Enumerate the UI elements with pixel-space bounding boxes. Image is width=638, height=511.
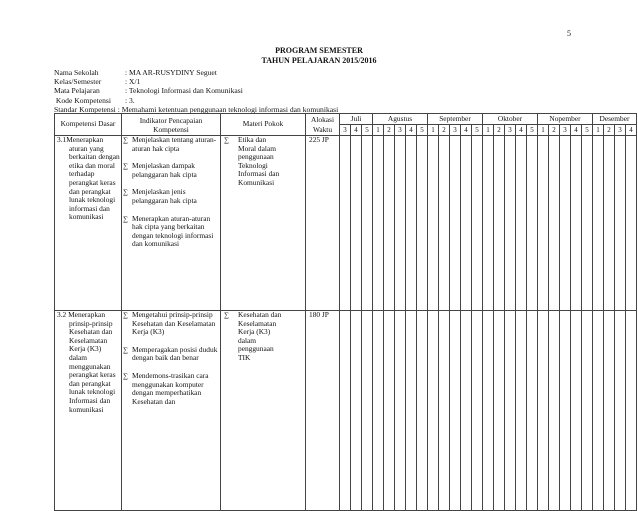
page-number: 5 [567,29,571,38]
header-alokasi-waktu: Alokasi Waktu [306,114,340,136]
bullet-icon: ∑ [224,311,229,319]
week-cell [439,311,450,511]
indikator-item [123,136,219,153]
week-number: 5 [417,125,428,136]
bullet-icon: ∑ [123,136,128,144]
indikator-text: Menerapkan aturan-aturan hak cipta yang berkaitan dengan teknologi informasi dan komunikasi [132,213,214,249]
indikator-text: Mengetahui prinsip-prinsip Kesehatan dan Keselamatan Kerja (K3) [132,310,216,337]
week-cell [538,311,549,511]
week-cell [560,136,571,311]
meta-value: : Teknologi Informasi dan Komunikasi [125,86,243,96]
indikator-text: Menjelaskan dampak pelanggaran hak cipta [132,161,197,179]
week-cell [384,311,395,511]
indikator-item [123,162,219,179]
week-number: 4 [461,125,472,136]
week-cell [593,136,604,311]
indikator-item [123,188,219,205]
month-header: Agustus [373,114,428,125]
week-cell [461,311,472,511]
week-cell [527,311,538,511]
week-number: 4 [516,125,527,136]
week-number: 2 [494,125,505,136]
week-cell [538,136,549,311]
materi-cell [221,136,306,311]
week-cell [615,136,626,311]
indikator-item [123,346,219,363]
meta-value: : Memahami ketentuan penggunaan teknologi informasi dan komunikasi [117,104,339,114]
header-materi-pokok: Materi Pokok [221,114,306,136]
table-header-row [55,114,637,125]
indikator-cell [122,136,221,311]
week-cell [439,136,450,311]
meta-key: Kode Kompetensi [54,95,111,105]
week-cell [428,311,439,511]
week-cell [483,136,494,311]
week-cell [351,311,362,511]
kd-text: prinsip-prinsip Kesehatan dan Keselamatan Kerja (K3) dalam menggunakan perangkat keras dan perangkat lunak teknologi Informasi dan komunikasi [69,318,116,414]
week-cell [505,136,516,311]
week-cell [582,311,593,511]
week-cell [417,136,428,311]
indikator-text: Menjelaskan jenis pelanggaran hak cipta [132,187,197,205]
week-cell [340,136,351,311]
week-cell [395,136,406,311]
alokasi-cell: 180 JP [306,311,340,511]
program-semester-table [54,113,637,511]
header-indikator: Indikator Pencapaian Kompetensi [122,114,221,136]
month-header: Nopember [538,114,593,125]
week-number: 4 [351,125,362,136]
week-cell [384,136,395,311]
week-cell [571,136,582,311]
week-number: 3 [615,125,626,136]
week-cell [472,311,483,511]
week-cell [406,311,417,511]
week-number: 4 [571,125,582,136]
materi-cell [221,311,306,511]
week-cell [494,136,505,311]
week-number: 2 [604,125,615,136]
week-number: 5 [582,125,593,136]
kd-number: 3.2 Menerapkan [57,310,106,319]
week-number: 2 [439,125,450,136]
week-number: 1 [593,125,604,136]
week-cell [472,136,483,311]
document-title: PROGRAM SEMESTER [275,46,363,55]
bullet-icon: ∑ [123,214,128,223]
week-number: 5 [362,125,373,136]
week-number: 1 [373,125,384,136]
week-cell [428,136,439,311]
kd-text: aturan yang berkaitan dengan etika dan moral terhadap perangkat keras dan perangkat lunak teknologi informasi dan komunikasi [69,143,120,222]
kompetensi-dasar-cell [55,136,122,311]
bullet-icon: ∑ [123,371,128,380]
week-number: 4 [406,125,417,136]
week-cell [362,311,373,511]
week-number: 3 [560,125,571,136]
document-subtitle: TAHUN PELAJARAN 2015/2016 [261,56,377,65]
week-number: 3 [395,125,406,136]
meta-key: Mata Pelajaran [54,86,100,96]
week-cell [549,136,560,311]
week-cell [483,311,494,511]
week-cell [626,136,637,311]
bullet-icon: ∑ [123,345,128,354]
month-header: Juli [340,114,373,125]
week-cell [626,311,637,511]
indikator-text: Menjelaskan tentang aturan-aturan hak cipta [132,135,217,153]
meta-value: : X/1 [125,77,141,87]
identity-block [54,68,338,114]
materi-text: Kesehatan dan Keselamatan Kerja (K3) dalam penggunaan TIK [238,310,282,362]
bullet-icon: ∑ [123,162,128,171]
alokasi-cell: 225 JP [306,136,340,311]
week-cell [516,136,527,311]
week-number: 1 [538,125,549,136]
week-cell [450,136,461,311]
week-cell [461,136,472,311]
week-cell [604,311,615,511]
week-cell [527,136,538,311]
meta-value: : MA AR-RUSYDINY Seguet [125,68,217,77]
week-cell [373,136,384,311]
table-row [55,311,637,511]
meta-key: Standar Kompetensi [54,104,116,114]
week-cell [582,136,593,311]
week-cell [516,311,527,511]
meta-row [54,77,338,86]
week-cell [604,136,615,311]
week-number: 1 [483,125,494,136]
meta-row [54,96,338,105]
week-cell [505,311,516,511]
meta-value: : 3. [125,95,135,105]
week-cell [417,311,428,511]
header-kompetensi-dasar: Kompetensi Dasar [55,114,122,136]
bullet-icon: ∑ [224,136,229,144]
week-cell [494,311,505,511]
week-number: 5 [472,125,483,136]
week-cell [571,311,582,511]
week-number: 2 [549,125,560,136]
week-number: 5 [527,125,538,136]
document-heading [0,46,638,66]
month-header: Desember [593,114,637,125]
week-cell [395,311,406,511]
indikator-item [123,311,219,337]
week-number: 1 [428,125,439,136]
week-number: 4 [626,125,637,136]
kd-number: 3.1Menerapkan [57,135,104,144]
week-cell [406,136,417,311]
month-header: Oktober [483,114,538,125]
week-cell [593,311,604,511]
kompetensi-dasar-cell [55,311,122,511]
week-cell [615,311,626,511]
week-cell [362,136,373,311]
table-row [55,136,637,311]
week-number: 3 [505,125,516,136]
meta-key: Nama Sekolah [54,68,99,77]
meta-row [54,86,338,95]
bullet-icon: ∑ [123,188,128,197]
week-cell [340,311,351,511]
month-header: September [428,114,483,125]
week-cell [373,311,384,511]
week-cell [549,311,560,511]
meta-key: Kelas/Semester [54,77,102,87]
week-number: 3 [340,125,351,136]
indikator-item [123,372,219,406]
indikator-text: Memperagakan posisi duduk dengan baik dan benar [132,344,218,363]
indikator-text: Mendemons-trasikan cara menggunakan komputer dengan memperhatikan Kesehatan dan [132,370,209,406]
week-number: 2 [384,125,395,136]
indikator-item [123,215,219,249]
bullet-icon: ∑ [123,311,128,319]
week-cell [351,136,362,311]
week-cell [560,311,571,511]
week-cell [450,311,461,511]
meta-row [54,68,338,77]
indikator-cell [122,311,221,511]
materi-text: Etika dan Moral dalam penggunaan Teknologi Informasi dan Komunikasi [238,135,280,187]
week-number: 3 [450,125,461,136]
